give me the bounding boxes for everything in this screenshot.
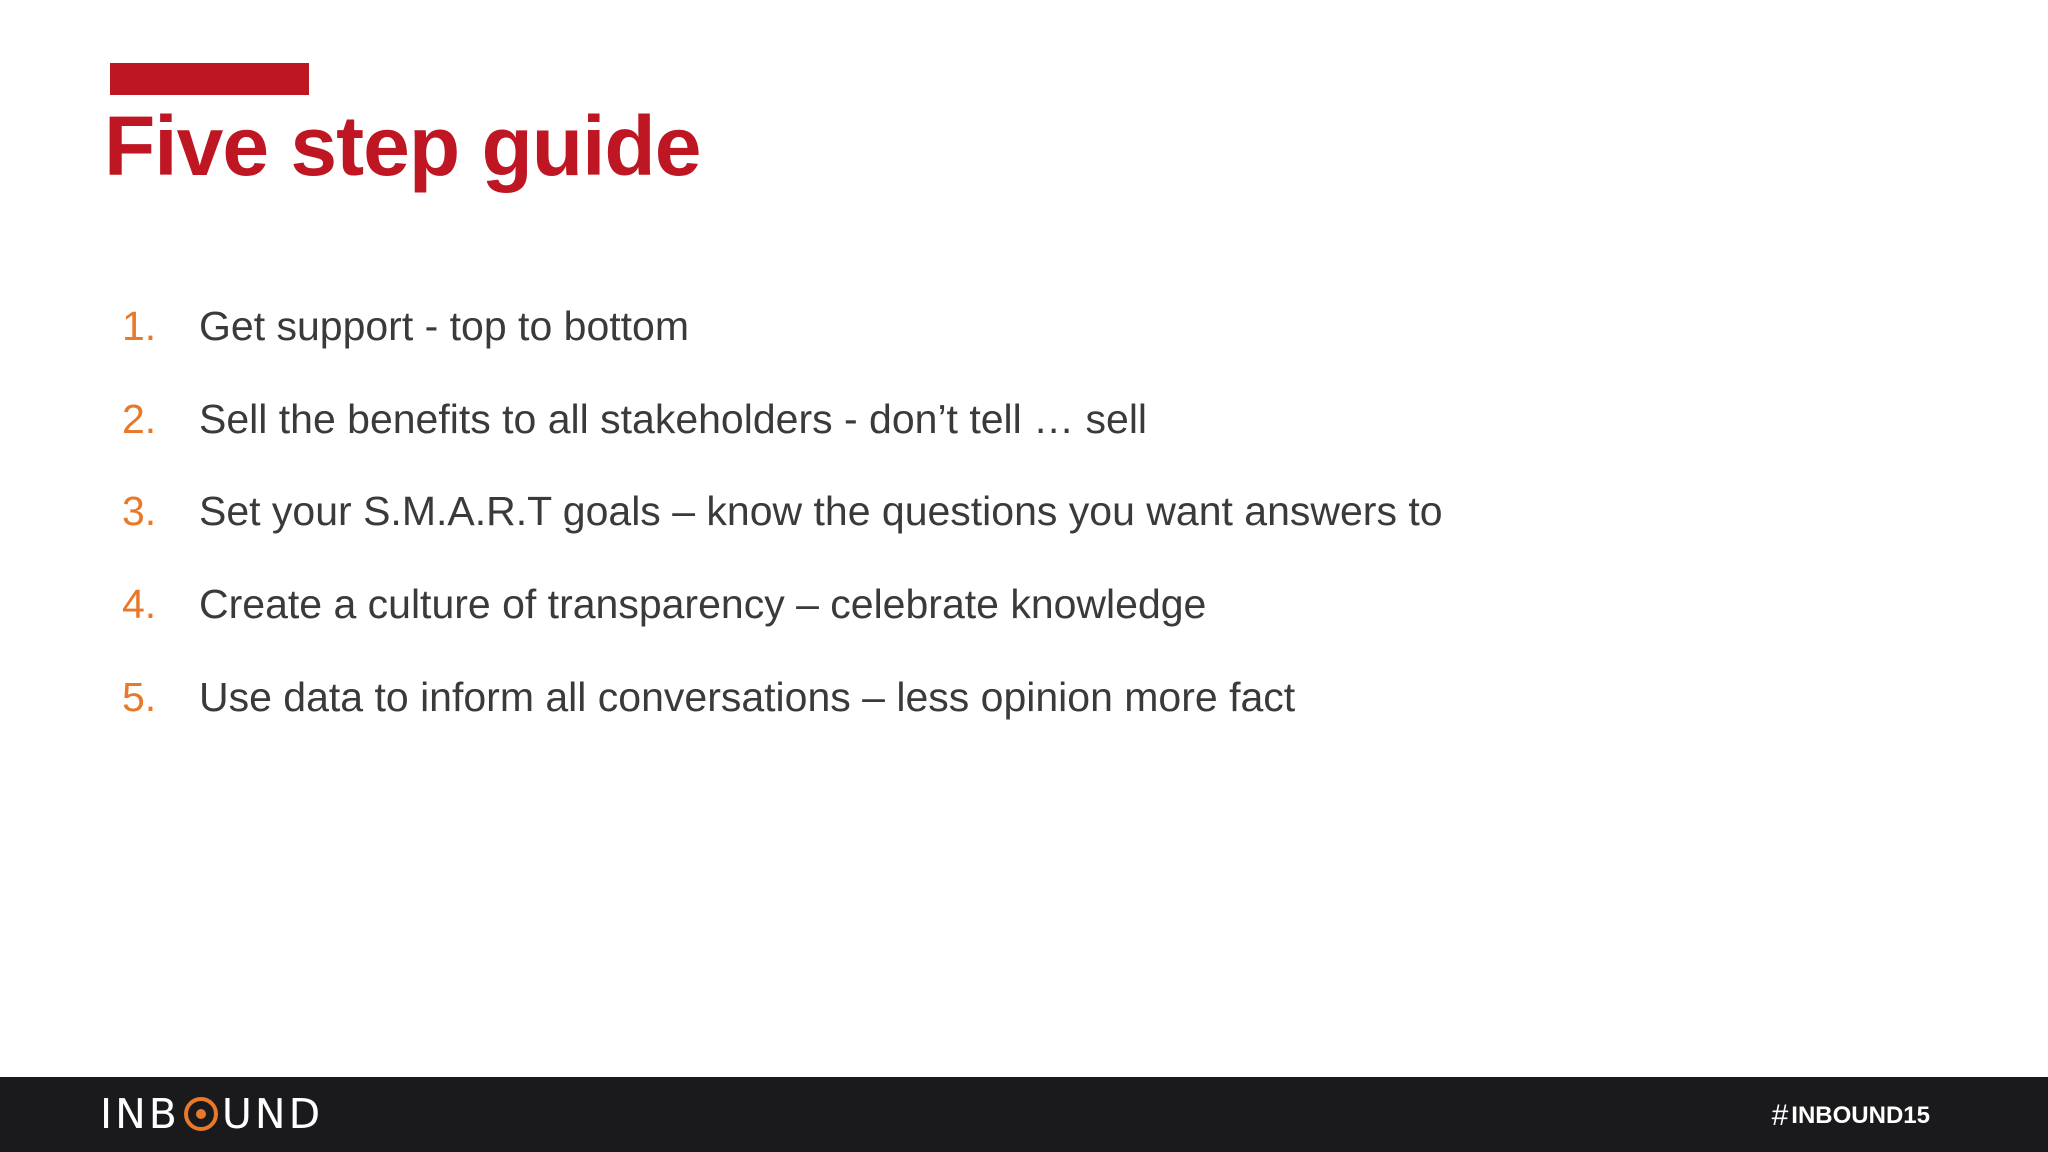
step-number: 4.	[122, 580, 157, 627]
list-item	[122, 558, 1443, 651]
logo-text-suffix: UND	[221, 1090, 324, 1138]
logo-text-prefix: INB	[100, 1090, 180, 1138]
hashtag-icon: #	[1771, 1099, 1789, 1132]
step-text: Set your S.M.A.R.T goals – know the questions you want answers to	[199, 488, 1443, 535]
hashtag-text: INBOUND15	[1791, 1102, 1930, 1129]
step-text: Use data to inform all conversations – less opinion more fact	[199, 673, 1296, 720]
step-number: 1.	[122, 302, 157, 349]
inbound-o-icon	[184, 1097, 218, 1131]
step-text: Get support - top to bottom	[199, 302, 689, 349]
list-item	[122, 651, 1443, 744]
step-number: 2.	[122, 395, 157, 442]
step-number: 5.	[122, 673, 157, 720]
slide-title: Five step guide	[104, 99, 701, 193]
steps-list	[122, 280, 1443, 743]
inbound-logo	[100, 1089, 323, 1139]
step-text: Sell the benefits to all stakeholders - don’t tell … sell	[199, 395, 1148, 442]
footer-bar	[0, 1077, 2048, 1152]
step-number: 3.	[122, 488, 157, 535]
list-item	[122, 373, 1443, 466]
list-item	[122, 465, 1443, 558]
list-item	[122, 280, 1443, 373]
title-accent-bar	[110, 63, 309, 95]
step-text: Create a culture of transparency – celebrate knowledge	[199, 580, 1207, 627]
event-hashtag	[1772, 1099, 1930, 1133]
